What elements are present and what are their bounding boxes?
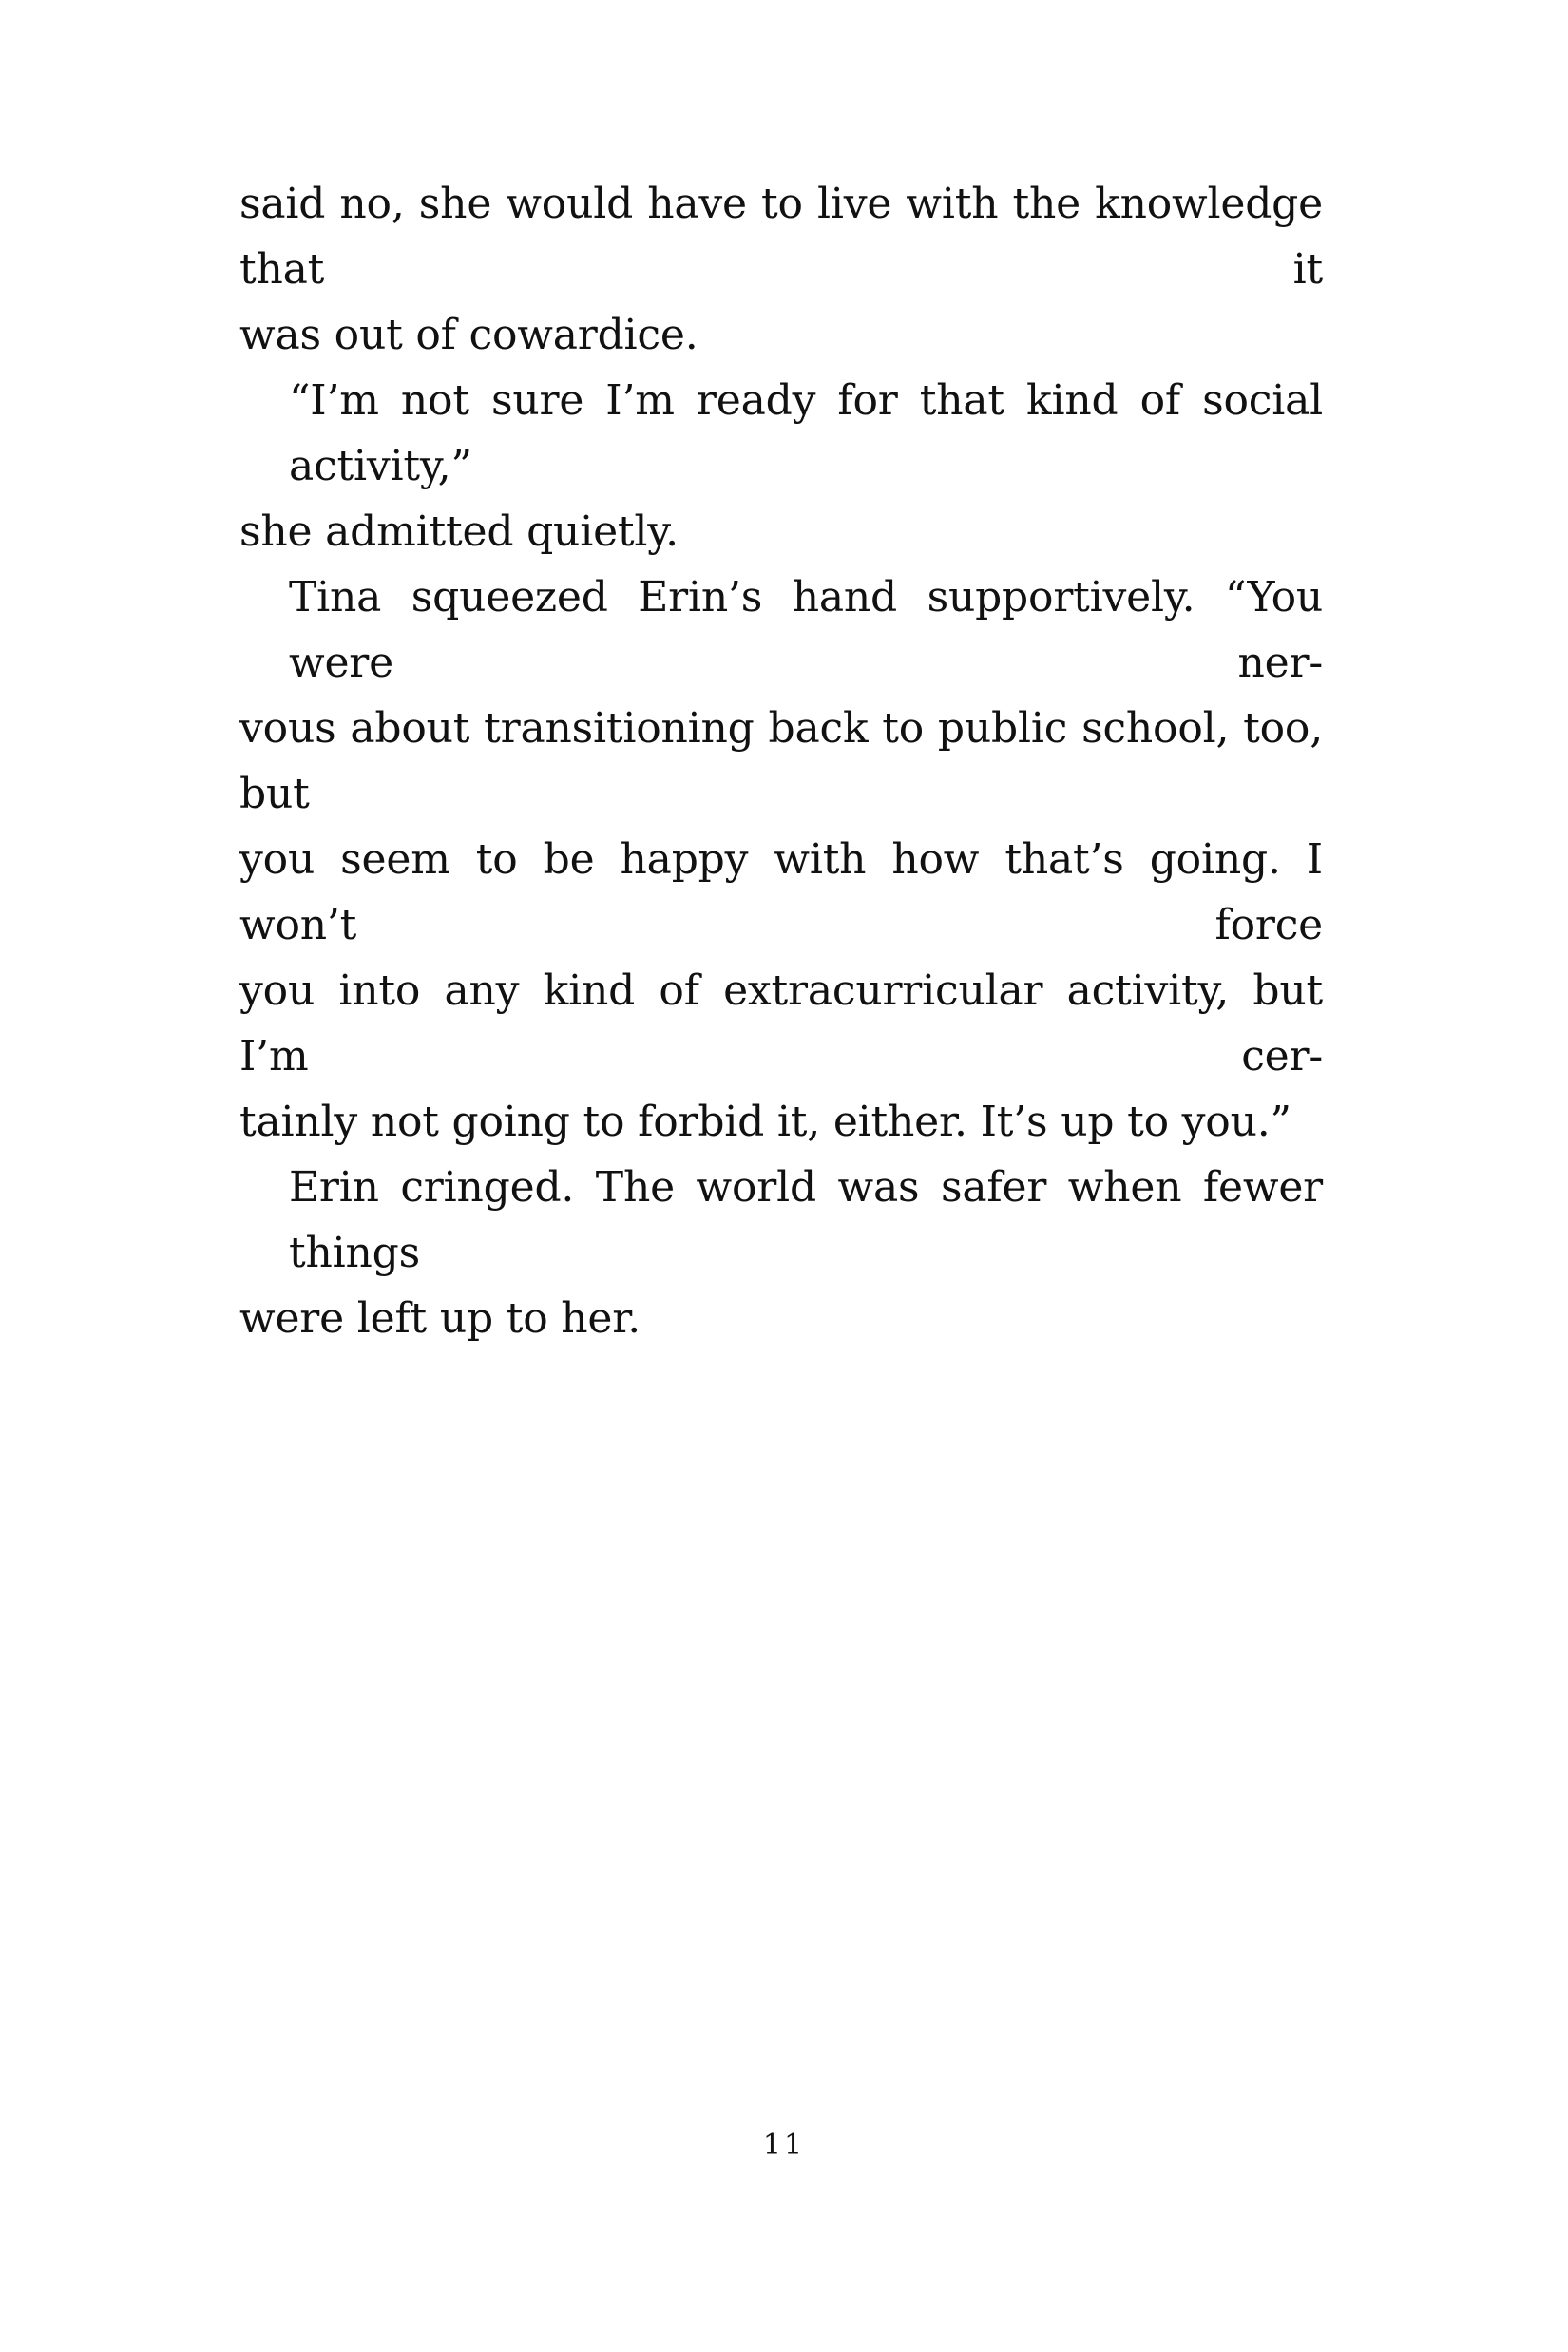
- text-line: were left up to her.: [239, 1294, 641, 1343]
- text-line: vous about transitioning back to public school, too, but: [239, 704, 1323, 818]
- body-text: [239, 171, 1323, 1351]
- page-number: 11: [762, 2129, 806, 2162]
- text-line: was out of cowardice.: [239, 311, 698, 359]
- text-line: Erin cringed. The world was safer when fewer things: [289, 1163, 1323, 1277]
- text-line: tainly not going to forbid it, either. It’s up to you.”: [239, 1098, 1291, 1146]
- text-line: you into any kind of extracurricular activity, but I’m cer-: [239, 966, 1323, 1080]
- text-line: you seem to be happy with how that’s going. I won’t force: [239, 835, 1323, 949]
- text-line: “I’m not sure I’m ready for that kind of social activity,”: [289, 376, 1323, 490]
- text-line: Tina squeezed Erin’s hand supportively. “You were ner-: [289, 573, 1323, 687]
- text-line: said no, she would have to live with the knowledge that it: [239, 180, 1323, 294]
- text-line: she admitted quietly.: [239, 507, 679, 556]
